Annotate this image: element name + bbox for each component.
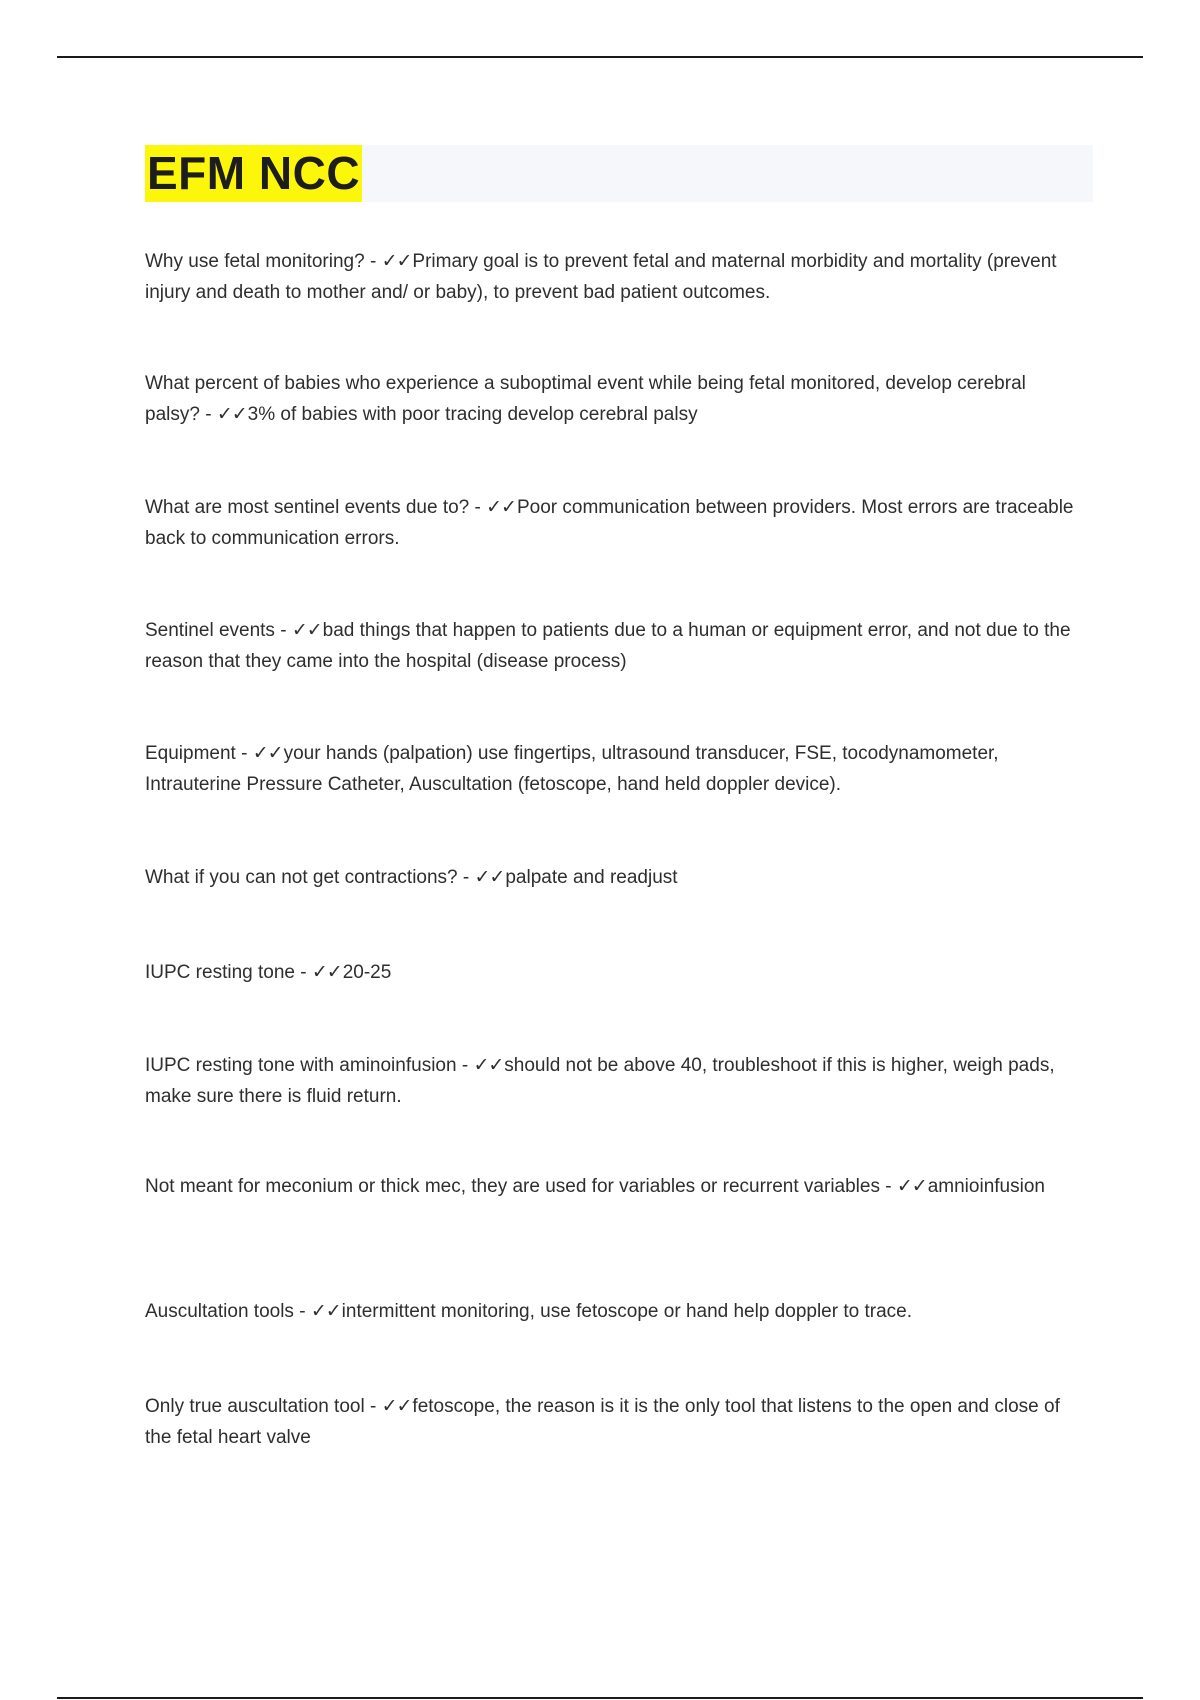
flashcard-term: What percent of babies who experience a suboptimal event while being fetal monitored, develop cerebral palsy? [145, 373, 1026, 425]
flashcard-item [145, 1050, 1085, 1112]
separator: - [199, 404, 217, 425]
check-mark-icon: ✓✓ [310, 1301, 341, 1322]
separator: - [456, 1055, 474, 1076]
flashcard-answer: 3% of babies with poor tracing develop cerebral palsy [247, 404, 698, 425]
separator: - [293, 1301, 311, 1322]
flashcard-term: Why use fetal monitoring? [145, 251, 365, 272]
flashcard-item [145, 1391, 1085, 1453]
flashcard-term: What are most sentinel events due to? [145, 497, 470, 518]
flashcard-item [145, 492, 1085, 554]
separator: - [274, 620, 292, 641]
flashcard-answer: fetoscope, the reason is it is the only tool that listens to the open and close of the fetal heart valve [145, 1396, 1060, 1448]
flashcard-term: IUPC resting tone with aminoinfusion [145, 1055, 457, 1076]
flashcard-term: Auscultation tools [145, 1301, 294, 1322]
flashcard-item [145, 862, 1085, 893]
flashcard-item [145, 957, 1085, 988]
document-title: EFM NCC [145, 145, 362, 202]
check-mark-icon: ✓✓ [474, 867, 505, 888]
flashcard-term: Not meant for meconium or thick mec, they are used for variables or recurrent variables [145, 1176, 880, 1197]
flashcard-answer: bad things that happen to patients due to a human or equipment error, and not due to the reason that they came into the hospital (disease process) [145, 620, 1071, 672]
flashcard-term: Equipment [145, 743, 236, 764]
flashcard-item [145, 1296, 1085, 1327]
separator: - [235, 743, 253, 764]
check-mark-icon: ✓✓ [311, 962, 342, 983]
separator: - [469, 497, 487, 518]
check-mark-icon: ✓✓ [216, 404, 247, 425]
flashcard-term: Sentinel events [145, 620, 275, 641]
flashcard-answer: intermittent monitoring, use fetoscope or hand help doppler to trace. [341, 1301, 912, 1322]
separator: - [294, 962, 312, 983]
flashcard-answer: should not be above 40, troubleshoot if this is higher, weigh pads, make sure there is fluid return. [145, 1055, 1055, 1107]
separator: - [364, 1396, 382, 1417]
top-rule [57, 56, 1143, 58]
check-mark-icon: ✓✓ [896, 1176, 927, 1197]
flashcard-item [145, 368, 1085, 430]
separator: - [879, 1176, 897, 1197]
flashcard-term: Only true auscultation tool [145, 1396, 365, 1417]
flashcard-term: What if you can not get contractions? [145, 867, 458, 888]
bottom-rule [57, 1697, 1143, 1699]
check-mark-icon: ✓✓ [381, 251, 412, 272]
flashcard-item [145, 1171, 1085, 1202]
flashcard-answer: 20-25 [342, 962, 392, 983]
check-mark-icon: ✓✓ [291, 620, 322, 641]
flashcard-answer: palpate and readjust [505, 867, 678, 888]
check-mark-icon: ✓✓ [486, 497, 516, 518]
flashcard-term: IUPC resting tone [145, 962, 295, 983]
check-mark-icon: ✓✓ [381, 1396, 412, 1417]
check-mark-icon: ✓✓ [473, 1055, 504, 1076]
separator: - [364, 251, 382, 272]
separator: - [457, 867, 475, 888]
flashcard-answer: amnioinfusion [927, 1176, 1045, 1197]
flashcard-answer: Poor communication between providers. Most errors are traceable back to communication errors. [145, 497, 1074, 549]
flashcard-answer: your hands (palpation) use fingertips, ultrasound transducer, FSE, tocodynamometer, Intrauterine Pressure Catheter, Auscultation (fetoscope, hand held doppler device). [145, 743, 999, 795]
flashcard-item [145, 246, 1085, 308]
flashcard-item [145, 738, 1085, 800]
check-mark-icon: ✓✓ [252, 743, 283, 764]
flashcard-answer: Primary goal is to prevent fetal and maternal morbidity and mortality (prevent injury and death to mother and/ or baby), to prevent bad patient outcomes. [145, 251, 1057, 303]
flashcard-item [145, 615, 1085, 677]
